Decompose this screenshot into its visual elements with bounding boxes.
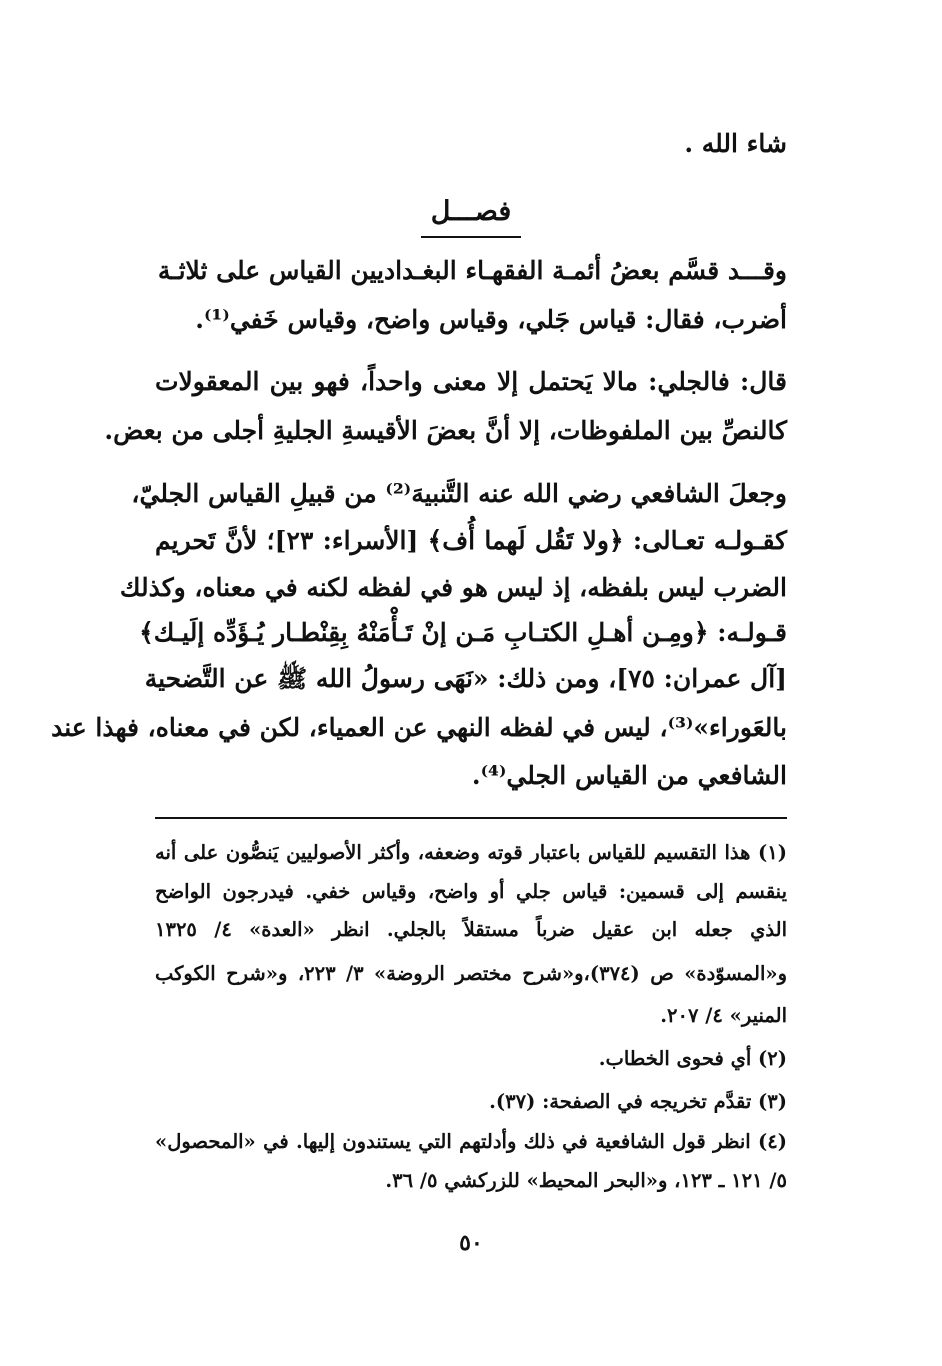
paragraph-3-line-3: الضرب ليس بلفظه، إذ ليس هو في لفظه لكنه في معناه، وكذلك xyxy=(119,573,787,602)
footnote-1-line-2: ينقسم إلى قسمين: قياس جلي أو واضح، وقياس خفي. فيدرجون الواضح xyxy=(155,880,787,903)
footnote-4-line-1: (٤) انظر قول الشافعية في ذلك وأدلتهم التي يستندون إليها. في «المحصول» xyxy=(155,1130,787,1153)
footnote-1-line-3: الذي جعله ابن عقيل ضرباً مستقلاً بالجلي. انظر «العدة» ٤/ ١٣٢٥ xyxy=(155,918,787,941)
paragraph-3-line-5: [آل عمران: ٧٥]، ومن ذلك: «نَهَى رسولُ الله ﷺ عن التَّضحية xyxy=(144,664,787,693)
paragraph-3-line-4: قـولـه: ﴿ومِـن أهـلِ الكتـابِ مَـن إنْ تَـأْمَنْهُ بِقِنْطـار يُـؤَدِّه إلَيـك﴾ xyxy=(139,618,787,647)
footnote-3: (٣) تقدَّم تخريجه في الصفحة: (٣٧). xyxy=(489,1090,787,1113)
paragraph-1-line-1: وقـــد قسَّم بعضُ أئمـة الفقهـاء البغـداديين القياس على ثلاثـة xyxy=(157,256,787,285)
paragraph-3-line-7: الشافعي من القياس الجلي⁽⁴⁾. xyxy=(471,761,787,790)
paragraph-2-line-1: قال: فالجلي: مالا يَحتمل إلا معنى واحداً، فهو بين المعقولات xyxy=(155,367,787,396)
section-heading xyxy=(0,190,942,238)
footnote-1-line-1: (١) هذا التقسيم للقياس باعتبار قوته وضعفه، وأكثر الأصوليين يَنصُّون على أنه xyxy=(155,841,787,864)
paragraph-2-line-2: كالنصِّ بين الملفوظات، إلا أنَّ بعضَ الأقيسةِ الجليةِ أجلى من بعض. xyxy=(104,416,787,445)
paragraph-3-line-1: وجعلَ الشافعي رضي الله عنه التَّنبيهَ⁽²⁾ من قبيلِ القياس الجليّ، xyxy=(131,479,787,508)
footnote-1-line-4: و«المسوّدة» ص (٣٧٤)،و«شرح مختصر الروضة» ٣/ ٢٢٣، و«شرح الكوكب xyxy=(155,962,788,985)
footnote-2: (٢) أي فحوى الخطاب. xyxy=(598,1047,787,1070)
continuation-line: شاء الله . xyxy=(684,129,787,158)
paragraph-1-line-2: أضرب، فقال: قياس جَلي، وقياس واضح، وقياس خَفي⁽¹⁾. xyxy=(195,305,787,334)
paragraph-3-line-6: بالعَوراء»⁽³⁾، ليس في لفظه النهي عن العمياء، لكن في معناه، فهذا عند xyxy=(51,713,787,742)
footnote-4-line-2: ٥/ ١٢١ ـ ١٢٣، و«البحر المحيط» للزركشي ٥/ ٣٦. xyxy=(385,1169,787,1192)
footnote-separator xyxy=(155,817,787,819)
page-number: ٥٠ xyxy=(459,1230,483,1256)
section-heading-text: فصـــل xyxy=(421,190,522,238)
footnote-1-line-5: المنير» ٤/ ٢٠٧. xyxy=(660,1004,787,1027)
paragraph-3-line-2: كقـولـه تعـالى: ﴿ولا تَقُل لَهما أُف﴾ [الأسراء: ٢٣]؛ لأنَّ تَحريم xyxy=(155,526,787,555)
